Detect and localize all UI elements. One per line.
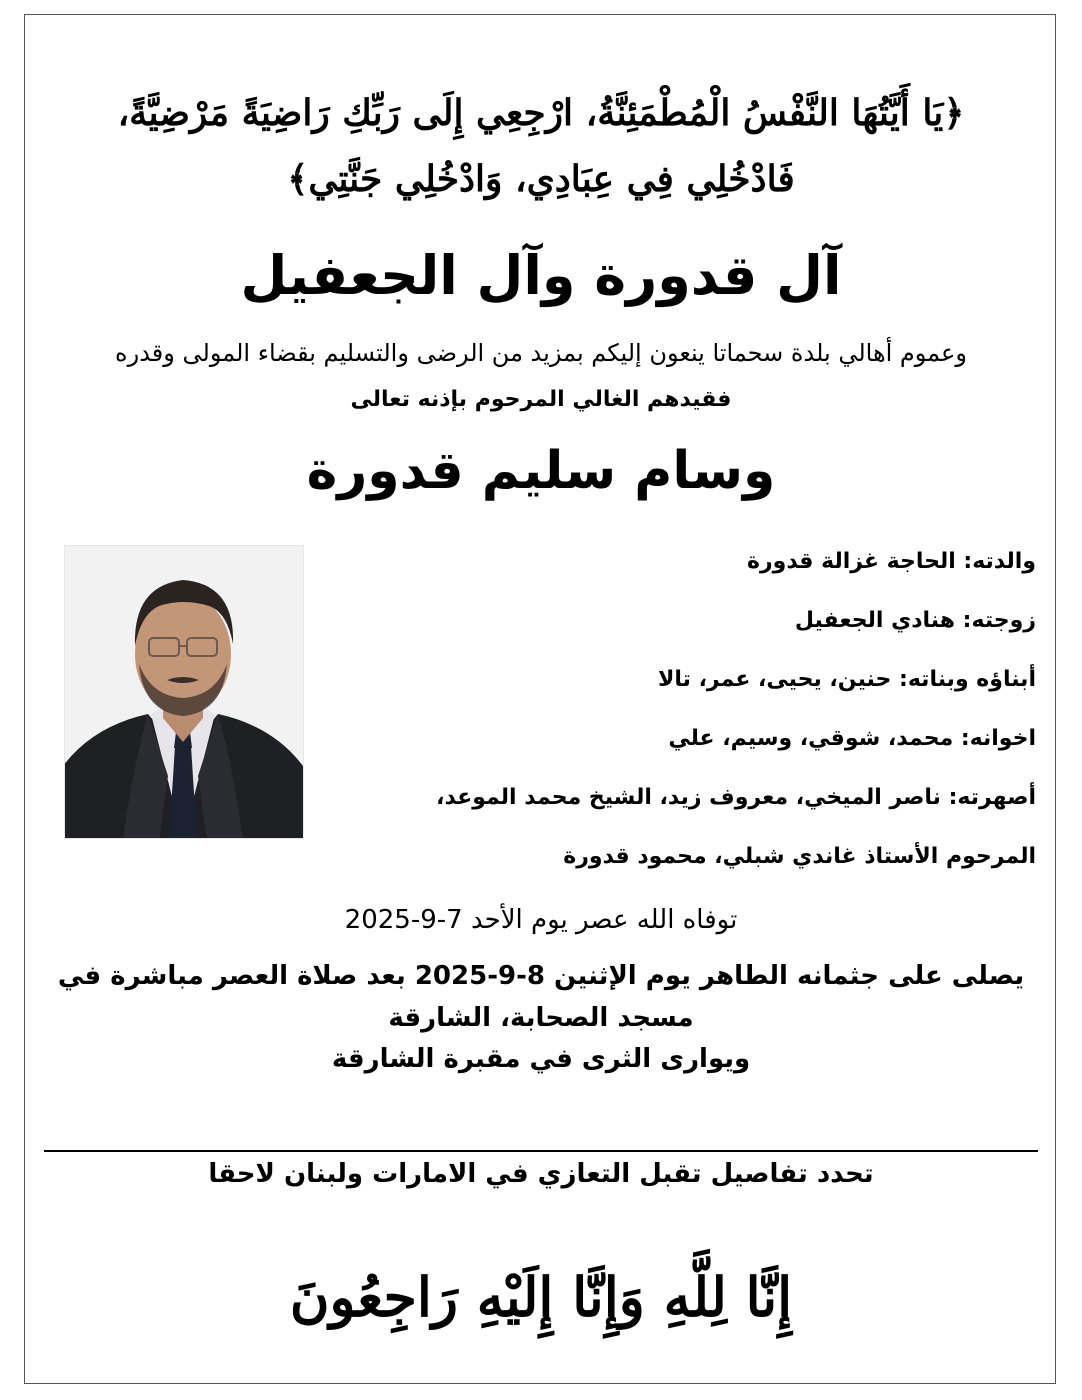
deceased-name: وسام سليم قدورة xyxy=(306,441,776,501)
relative-in-laws-continued: المرحوم الأستاذ غاندي شبلي، محمود قدورة xyxy=(563,844,1036,869)
late-intro-text: فقيدهم الغالي المرحوم بإذنه تعالى xyxy=(350,387,732,412)
relative-in-laws: أصهرته: ناصر الميخي، معروف زيد، الشيخ محمد الموعد، xyxy=(436,785,1036,810)
portrait-photo xyxy=(64,545,304,839)
portrait-icon xyxy=(64,546,303,839)
prayer-line-1: يصلى على جثمانه الطاهر يوم الإثنين 8-9-2025 بعد صلاة العصر مباشرة في xyxy=(57,961,1025,991)
announcement-text: وعموم أهالي بلدة سحماتا ينعون إليكم بمزيد من الرضى والتسليم بقضاء المولى وقدره xyxy=(115,339,967,367)
quran-verse-line-2: فَادْخُلِي فِي عِبَادِي، وَادْخُلِي جَنَّتِي﴾ xyxy=(287,158,795,200)
relative-wife: زوجته: هنادي الجعفيل xyxy=(794,608,1036,633)
relative-children: أبناؤه وبناته: حنين، يحيى، عمر، تالا xyxy=(658,667,1036,692)
divider xyxy=(44,1150,1038,1152)
condolence-note: تحدد تفاصيل تقبل التعازي في الامارات ولبنان لاحقا xyxy=(208,1159,874,1189)
families-heading: آل قدورة وآل الجعفيل xyxy=(240,244,842,307)
quran-verse-line-1: ﴿يَا أَيَّتُهَا النَّفْسُ الْمُطْمَئِنَّةُ، ارْجِعِي إِلَى رَبِّكِ رَاضِيَةً مَرْضِيَّةً، xyxy=(117,92,965,134)
relative-mother: والدته: الحاجة غزالة قدورة xyxy=(747,549,1036,574)
closing-verse: إِنَّا لِلَّهِ وَإِنَّا إِلَيْهِ رَاجِعُونَ xyxy=(289,1265,793,1329)
death-notice: توفاه الله عصر يوم الأحد 7-9-2025 xyxy=(344,905,738,935)
relative-brothers: اخوانه: محمد، شوقي، وسيم، علي xyxy=(668,726,1036,751)
prayer-line-2: مسجد الصحابة، الشارقة xyxy=(388,1002,694,1033)
relatives-list xyxy=(336,540,1036,894)
prayer-details xyxy=(40,956,1042,1081)
prayer-line-3: ويوارى الثرى في مقبرة الشارقة xyxy=(331,1044,751,1075)
